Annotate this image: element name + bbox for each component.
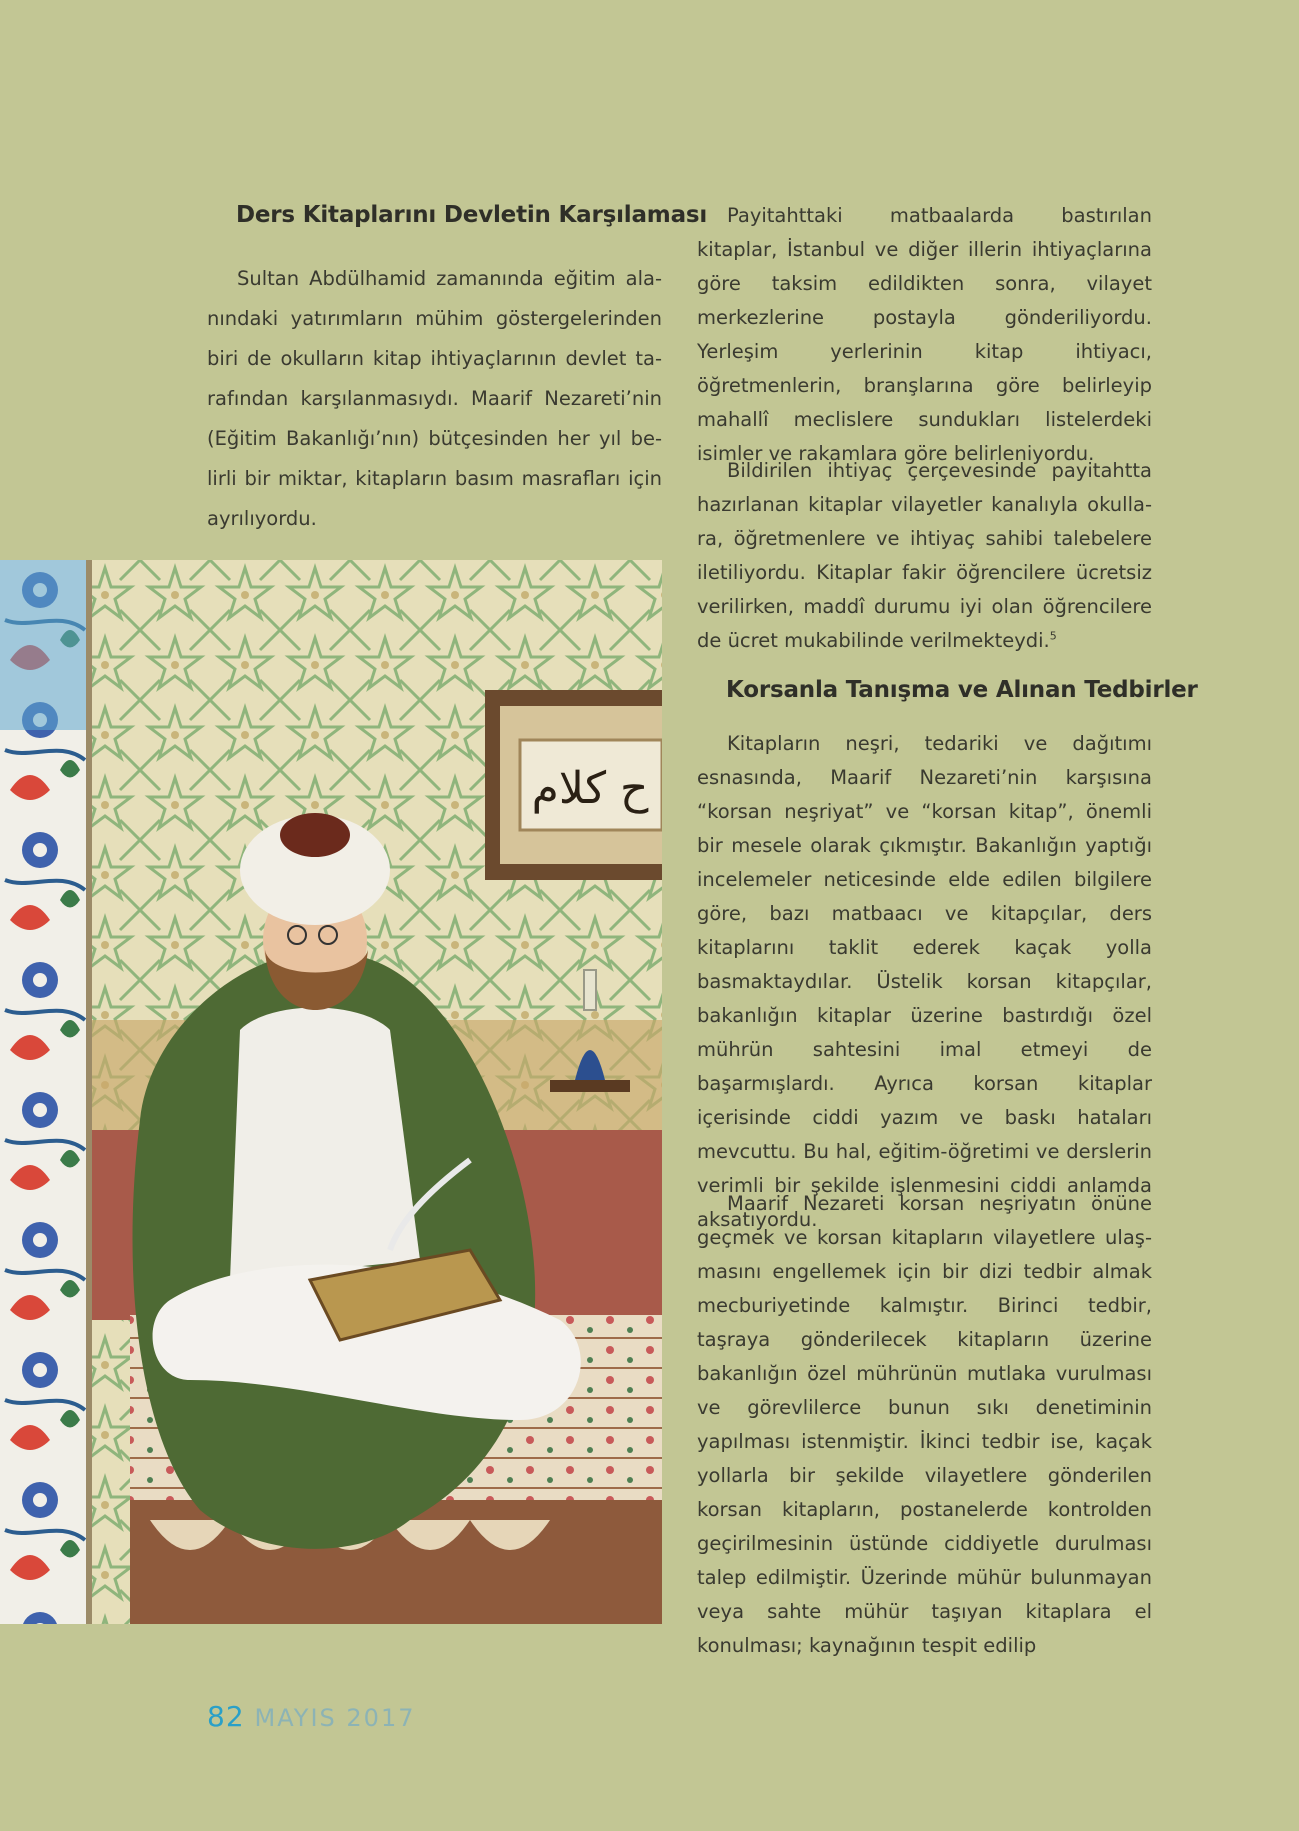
paragraph-textbooks-state: Sultan Abdülhamid zamanında eğitim alanındaki yatırımların mühim göstergelerinden biri de okulların kitap ihtiyaçlarının devlet tarafından karşılanmasıydı. Maarif Nezareti’nin (Eğitim Bakanlığı’nın) bütçesinden her yıl belirli bir miktar, kitapların basım masrafları için ayrılıyordu.: [207, 267, 662, 530]
paragraph-piracy-problem: Kitapların neşri, tedariki ve dağıtımı esnasında, Maarif Nezareti’nin karşısına “korsan neşriyat” ve “korsan kitap”, önemli bir mesele olarak çıkmıştır. Bakanlığın yaptığı incelemeler neticesinde elde edilen bilgilere göre, bazı matbaacı ve kitapçılar, ders kitaplarını taklit ederek kaçak yolla basmaktaydılar. Üstelik korsan kitapçılar, bakanlığın kitaplar üzerine bastırdığı özel mührün sahtesini imal etmeyi de başarmışlardı. Ayrıca korsan kitaplar içerisinde ciddi yazım ve baskı hataları mevcuttu. Bu hal, eğitim-öğretimi ve derslerin verimli bir şekilde işlenmesini ciddi anlamda aksatıyordu.: [697, 732, 1152, 1231]
page-number: 82: [207, 1700, 245, 1733]
calligraphy-frame: [485, 690, 662, 880]
page-footer: [207, 1700, 416, 1733]
issue-date: MAYIS 2017: [254, 1704, 416, 1732]
paragraph-distribution: Payitahttaki matbaalarda bastırılan kitaplar, İstanbul ve diğer illerin ihtiyaçlarına göre taksim edildikten sonra, vilayet merkezlerine postayla gönderiliyordu. Yerleşim yerlerinin kitap ihtiyacı, öğretmenlerin, branşlarına göre belirleyip mahallî meclislere sundukları listelerdeki isimler ve rakamlara göre belirleniyordu.: [697, 204, 1152, 465]
svg-text:ح کلام: ح کلام: [531, 763, 649, 814]
paragraph-piracy-measures: Maarif Nezareti korsan neşriyatın önüne geçmek ve korsan kitapların vilayetlere ulaşmasını engellemek için bir dizi tedbir almak mecburiyetinde kalmıştır. Birinci tedbir, taşraya gönderilecek kitapların üzerine bakanlığın özel mührünün mutlaka vurulması ve görevlilerce bunun sıkı denetiminin yapılması istenmiştir. İkinci tedbir ise, kaçak yollarla bir şekilde vilayetlere gönderilen korsan kitapların, postanelerde kontrolden geçirilmesinin üstünde ciddiyetle durulması talep edilmiştir. Üzerinde mühür bulunmayan veya sahte mühür taşıyan kitaplara el konulması; kaynağının tespit edilip: [697, 1192, 1152, 1657]
section-heading-piracy: Korsanla Tanışma ve Alınan Tedbirler: [726, 677, 1198, 703]
paragraph-needs-text: Bildirilen ihtiyaç çerçevesinde payitahtta hazırlanan kitaplar vilayetler kanalıyla okullara, öğretmenlere ve ihtiyaç sahibi talebelere iletiliyordu. Kitaplar fakir öğrencilere ücretsiz verilirken, maddî durumu iyi olan öğrencilere de ücret mukabilinde verilmekteydi.: [697, 459, 1152, 652]
section-heading-textbooks: Ders Kitaplarını Devletin Karşılaması: [236, 202, 708, 228]
miniature-illustration: [0, 560, 662, 1624]
footnote-ref[interactable]: 5: [1049, 629, 1057, 643]
paragraph-needs: [697, 454, 1152, 658]
